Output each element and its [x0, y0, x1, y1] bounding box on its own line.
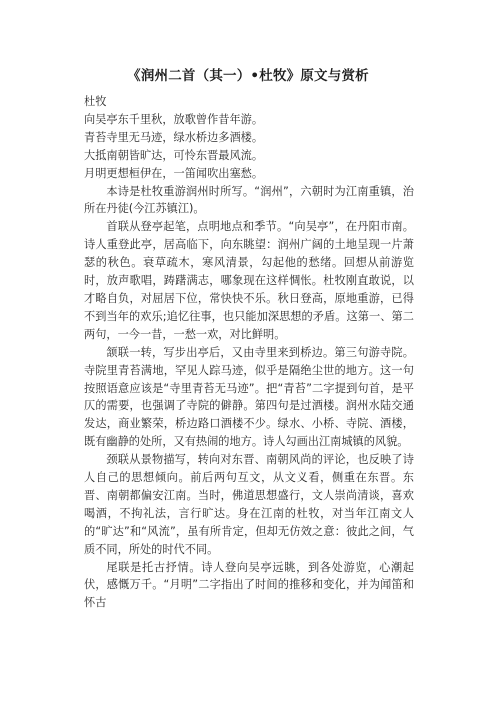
- poem-line: 月明更想桓伊在，一笛闻吹出塞愁。: [84, 166, 264, 180]
- paragraph: 首联从登亭起笔，点明地点和季节。“向吴亭”，在丹阳市南。诗人重登此亭，居高临下，向东眺望：润州广阔的土地呈现一片萧瑟的秋色。衰草疏木，寒风清景，勾起他的愁绪。回想从前游览时，放声歌唱，踌躇满志，哪象现在这样惆怅。杜牧刚直敢说，以才略自负，对屈居下位，常快快不乐。秋日登高，原地重游，已得不到当年的欢乐;追忆往事，也只能加深思想的矛盾。这第一、第二两句，一今一昔，一愁一欢，对比鲜明。: [84, 220, 414, 341]
- article-body: [84, 93, 414, 612]
- page-title: 《润州二首（其一）•杜牧》原文与赏析: [127, 68, 369, 84]
- paragraph: 尾联是托古抒情。诗人登向吴亭远眺，到各处游览，心潮起伏，感慨万千。“月明”二字指出了时间的推移和变化，并为闻笛和怀古: [84, 560, 414, 610]
- poem-line: 向吴亭东千里秋，放歌曾作昔年游。: [84, 112, 264, 126]
- paragraph: 颔联一转，写步出亭后，又由寺里来到桥边。第三句游寺院。寺院里青苔满地，罕见人踪马迹，似乎是隔绝尘世的地方。这一句按照语意应该是“寺里青苔无马迹”。把“青苔”二字提到句首，是平仄的需要，也强调了寺院的僻静。第四句是过酒楼。润州水陆交通发达，商业繁荣，桥边路口酒楼不少。绿水、小桥、寺院、酒楼，既有幽静的处所，又有热闹的地方。诗人勾画出江南城镇的风貌。: [84, 345, 414, 449]
- paragraph: 颈联从景物描写，转向对东晋、南朝风尚的评论，也反映了诗人自己的思想倾向。前后两句互文，从文义看，侧重在东晋。东晋、南朝都偏安江南。当时，佛道思想盛行，文人崇尚清谈，喜欢喝酒，不拘礼法，言行旷达。身在江南的杜牧，对当年江南文人的“旷达”和“风流”，虽有所肯定，但却无仿效之意：彼此之间，气质不同，所处的时代不同。: [84, 453, 414, 556]
- poem-line: 青苔寺里无马迹，绿水桥边多酒楼。: [84, 130, 264, 144]
- poem-line: 大抵南朝皆旷达，可怜东晋最风流。: [84, 148, 264, 162]
- paragraph: 本诗是杜牧重游润州时所写。“润州”，六朝时为江南重镇，治所在丹徒(今江苏镇江)。: [84, 184, 414, 216]
- author-line: 杜牧: [84, 95, 107, 108]
